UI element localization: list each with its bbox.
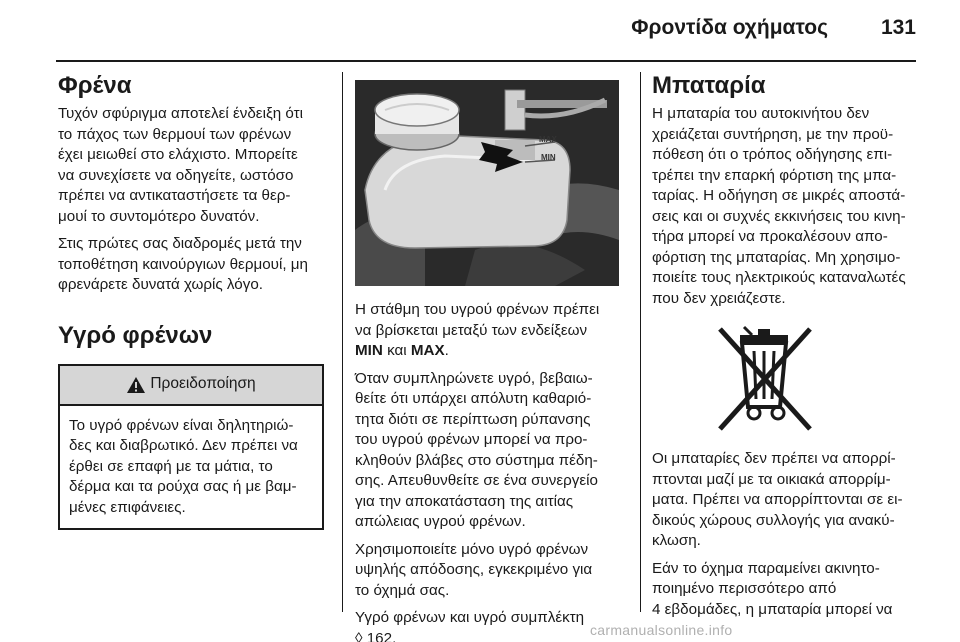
text-line: Τυχόν σφύριγμα αποτελεί ένδειξη ότι — [58, 105, 304, 122]
text-line: μένες επιφάνειες. — [69, 498, 186, 516]
refill-paragraph — [355, 369, 630, 533]
text-line: πόθεση ότι ο τρόπος οδήγησης επι- — [652, 146, 893, 163]
brake-fluid-heading: Υγρό φρένων — [58, 321, 213, 349]
max-mark-label: MAX — [539, 135, 557, 144]
min-label: MIN — [355, 342, 383, 359]
text-line: φόρτιση της μπαταρίας. Μη χρησιμο- — [652, 248, 901, 266]
column-divider — [342, 72, 343, 612]
column-brake-fluid — [355, 72, 630, 642]
text-line: πρέπει να αντικαταστήσετε τα θερ- — [58, 187, 291, 204]
text-line: σεις και οι συχνές εκκινήσεις του κινη- — [652, 207, 906, 225]
fluid-level-paragraph — [355, 300, 630, 362]
text-line: Όταν συμπληρώνετε υγρό, βεβαιω- — [355, 369, 593, 387]
text-line: να βρίσκεται μεταξύ των ενδείξεων — [355, 321, 588, 339]
battery-paragraph-3 — [652, 559, 922, 621]
battery-paragraph-1 — [652, 104, 922, 309]
brakes-paragraph-1 — [58, 104, 328, 227]
warning-text — [60, 406, 322, 529]
text-line: Χρησιμοποιείτε μόνο υγρό φρένων — [355, 540, 589, 558]
text-line: το όχημά σας. — [355, 581, 450, 599]
cross-reference — [355, 608, 630, 642]
text-line: Οι μπαταρίες δεν πρέπει να απορρί- — [652, 450, 896, 467]
text-line: έχει μειωθεί στο ελάχιστο. Μπορείτε — [58, 146, 298, 163]
min-mark-label: MIN — [541, 153, 556, 162]
text-line: Η μπαταρία του αυτοκινήτου δεν — [652, 105, 870, 122]
text-line: για την αποκατάσταση της αιτίας — [355, 492, 574, 510]
text-line: σης. Απευθυνθείτε σε ένα συνεργείο — [355, 472, 598, 489]
column-battery — [652, 72, 922, 627]
text-line: δες και διαβρωτικό. Δεν πρέπει να — [69, 437, 298, 454]
crossed-out-bin-icon — [714, 321, 824, 435]
column-divider — [640, 72, 641, 612]
text-line: κληθούν βλάβες στο σύστημα πέδη- — [355, 451, 598, 469]
text-line: ποιείτε τους ηλεκτρικούς καταναλωτές — [652, 269, 906, 286]
brakes-paragraph-2 — [58, 234, 328, 296]
text-line: ποιημένο περισσότερο από — [652, 580, 837, 597]
text-line — [355, 341, 630, 362]
brake-fluid-reservoir-photo — [355, 80, 619, 286]
text-line: Υγρό φρένων και υγρό συμπλέκτη — [355, 609, 585, 626]
text-line: 4 εβδομάδες, η μπαταρία μπορεί να — [652, 600, 893, 618]
battery-heading: Μπαταρία — [652, 72, 766, 99]
warning-box — [58, 364, 324, 531]
battery-paragraph-2 — [652, 449, 922, 552]
text-line: απώλειας υγρού φρένων. — [355, 513, 526, 530]
page-reference-link[interactable] — [355, 629, 630, 642]
reference-arrow-icon: ◊ — [355, 629, 363, 642]
text-line: Η στάθμη του υγρού φρένων πρέπει — [355, 301, 600, 318]
warning-triangle-icon — [126, 376, 146, 394]
header-divider — [56, 60, 916, 62]
warning-title: Προειδοποίηση — [150, 375, 256, 393]
text-line: κλωση. — [652, 532, 701, 549]
text-line: δικούς χώρους συλλογής για ανακύ- — [652, 511, 895, 529]
text-line: χρειάζεται συντήρηση, με την προϋ- — [652, 125, 894, 143]
brakes-heading: Φρένα — [58, 72, 132, 99]
text-line: να συνεχίσετε να οδηγείτε, ωστόσο — [58, 166, 294, 184]
text-line: υψηλής απόδοσης, εγκεκριμένο για — [355, 561, 593, 578]
text-line: δέρμα και τα ρούχα σας ή με βαμ- — [69, 478, 297, 495]
text-line: τοποθέτηση καινούργιων θερμουί, μη — [58, 255, 308, 273]
text-line: τρέπει την επαρκή φόρτιση της μπα- — [652, 166, 897, 184]
reference-page: 162. — [362, 629, 397, 642]
text-line: τητα διότι σε περίπτωση ρύπανσης — [355, 410, 591, 428]
conjunction: και — [382, 342, 411, 359]
text-line: ματα. Πρέπει να απορρίπτονται σε ει- — [652, 491, 903, 508]
page-header-title: Φροντίδα οχήματος — [631, 16, 828, 39]
text-line: ταρίας. Η οδήγηση σε μικρές αποστά- — [652, 187, 906, 204]
text-line: Εάν το όχημα παραμείνει ακινητο- — [652, 559, 880, 577]
text-line: μουί το συντομότερο δυνατόν. — [58, 207, 260, 225]
text-line: έρθει σε επαφή με τα μάτια, το — [69, 457, 273, 475]
text-line: Το υγρό φρένων είναι δηλητηριώ- — [69, 416, 294, 434]
page-number: 131 — [880, 16, 916, 39]
period: . — [444, 342, 449, 359]
text-line: το πάχος των θερμουί των φρένων — [58, 125, 292, 143]
warning-header — [60, 366, 322, 406]
text-line: πτονται μαζί με τα οικιακά απορρίμ- — [652, 470, 891, 488]
fluid-quality-paragraph — [355, 540, 630, 602]
text-line: του υγρού φρένων μπορεί να προ- — [355, 431, 588, 448]
text-line: φρενάρετε δυνατά χωρίς λόγο. — [58, 276, 263, 293]
text-line: θείτε ότι υπάρχει απόλυτη καθαριό- — [355, 390, 592, 407]
text-line: τήρα μπορεί να προκαλέσουν απο- — [652, 228, 888, 245]
column-brakes — [58, 72, 328, 530]
text-line: που δεν χρειάζεστε. — [652, 289, 786, 307]
max-label: MAX — [410, 342, 445, 359]
text-line: Στις πρώτες σας διαδρομές μετά την — [58, 235, 302, 252]
watermark: carmanualsonline.info — [590, 622, 733, 638]
